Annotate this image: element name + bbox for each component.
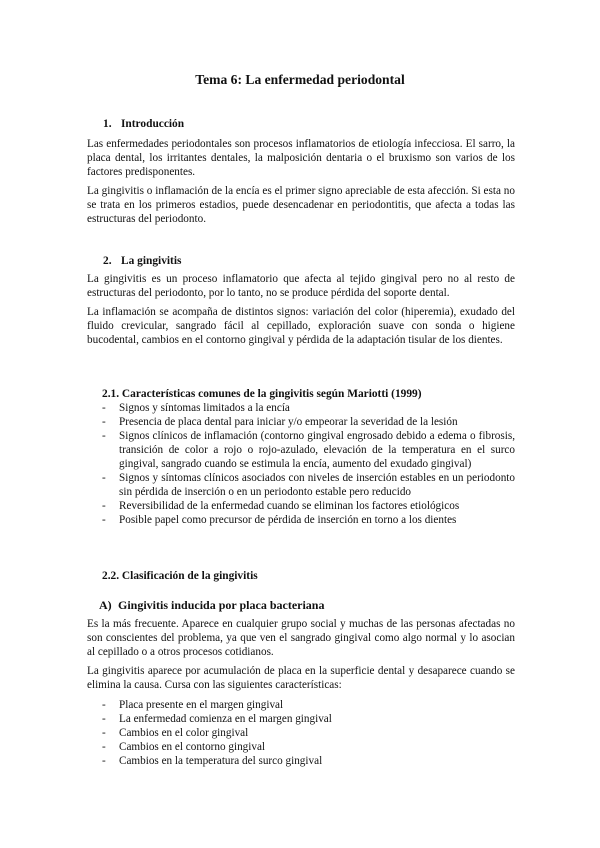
paragraph: Las enfermedades periodontales son procesos inflamatorios de etiología infecciosa. El sarro, la placa dental, los irritantes dentales, la malposición dentaria o el bruxismo son varios de los factores predisponentes. [87,138,515,178]
list-item: - Reversibilidad de la enfermedad cuando se eliminan los factores etiológicos [102,499,515,513]
paragraph: La inflamación se acompaña de distintos signos: variación del color (hiperemia), exudado del fluido crevicular, sangrado fácil al cepillado, exploración suave con sonda o higiene bucodental, cambios en el contorno gingival y pérdida de la adaptación tisular de los dientes. [87,306,515,346]
subsection-heading-clasificacion: 2.2. Clasificación de la gingivitis [102,570,258,582]
list-item: - Signos y síntomas limitados a la encía [102,401,515,415]
section-number: 2. [103,255,112,267]
section-number: 1. [103,118,112,130]
list-item: - Cambios en el color gingival [102,726,515,740]
list-item: - La enfermedad comienza en el margen gingival [102,712,515,726]
characteristics-list [102,401,515,527]
list-item: - Signos clínicos de inflamación (contorno gingival engrosado debido a edema o fibrosis, transición de color a rojo o rojo-azulado, elevación de la temperatura en el surco gingival, sangrado cuando se estimula la encía, aumento del exudado gingival) [102,429,515,471]
list-item: - Placa presente en el margen gingival [102,698,515,712]
section-title: Introducción [121,118,185,130]
section-heading-gingivitis [103,254,181,268]
features-list [102,698,515,768]
list-item: - Cambios en la temperatura del surco gingival [102,754,515,768]
paragraph: La gingivitis aparece por acumulación de placa en la superficie dental y desaparece cuando se elimina la causa. Cursa con las siguientes características: [87,665,515,691]
list-item: - Signos y síntomas clínicos asociados con niveles de inserción estables en un periodonto sin pérdida de inserción o en un periodonto estable pero reducido [102,471,515,499]
section-title: La gingivitis [121,255,182,267]
paragraph: Es la más frecuente. Aparece en cualquier grupo social y muchas de las personas afectadas no son conscientes del problema, ya que ven el sangrado gingival como algo normal y lo asocian al cepillado o a otros procesos cotidianos. [87,618,515,658]
paragraph: La gingivitis o inflamación de la encía es el primer signo apreciable de esta afección. Si esta no se trata en los primeros estadios, puede desencadenar en periodontitis, que afecta a todas las estructuras del periodonto. [87,185,515,225]
list-item: - Presencia de placa dental para iniciar y/o empeorar la severidad de la lesión [102,415,515,429]
list-item: - Cambios en el contorno gingival [102,740,515,754]
page-title: Tema 6: La enfermedad periodontal [195,72,405,87]
subheading-gingivitis-placa [99,598,324,613]
subheading-title: Gingivitis inducida por placa bacteriana [118,598,325,612]
subheading-letter: A) [99,598,112,612]
subsection-heading-caracteristicas: 2.1. Características comunes de la gingivitis según Mariotti (1999) [102,388,422,400]
section-heading-introduccion [103,117,184,131]
list-item: - Posible papel como precursor de pérdida de inserción en torno a los dientes [102,513,515,527]
paragraph: La gingivitis es un proceso inflamatorio que afecta al tejido gingival pero no al resto de estructuras del periodonto, por lo tanto, no se produce pérdida del soporte dental. [87,273,515,299]
